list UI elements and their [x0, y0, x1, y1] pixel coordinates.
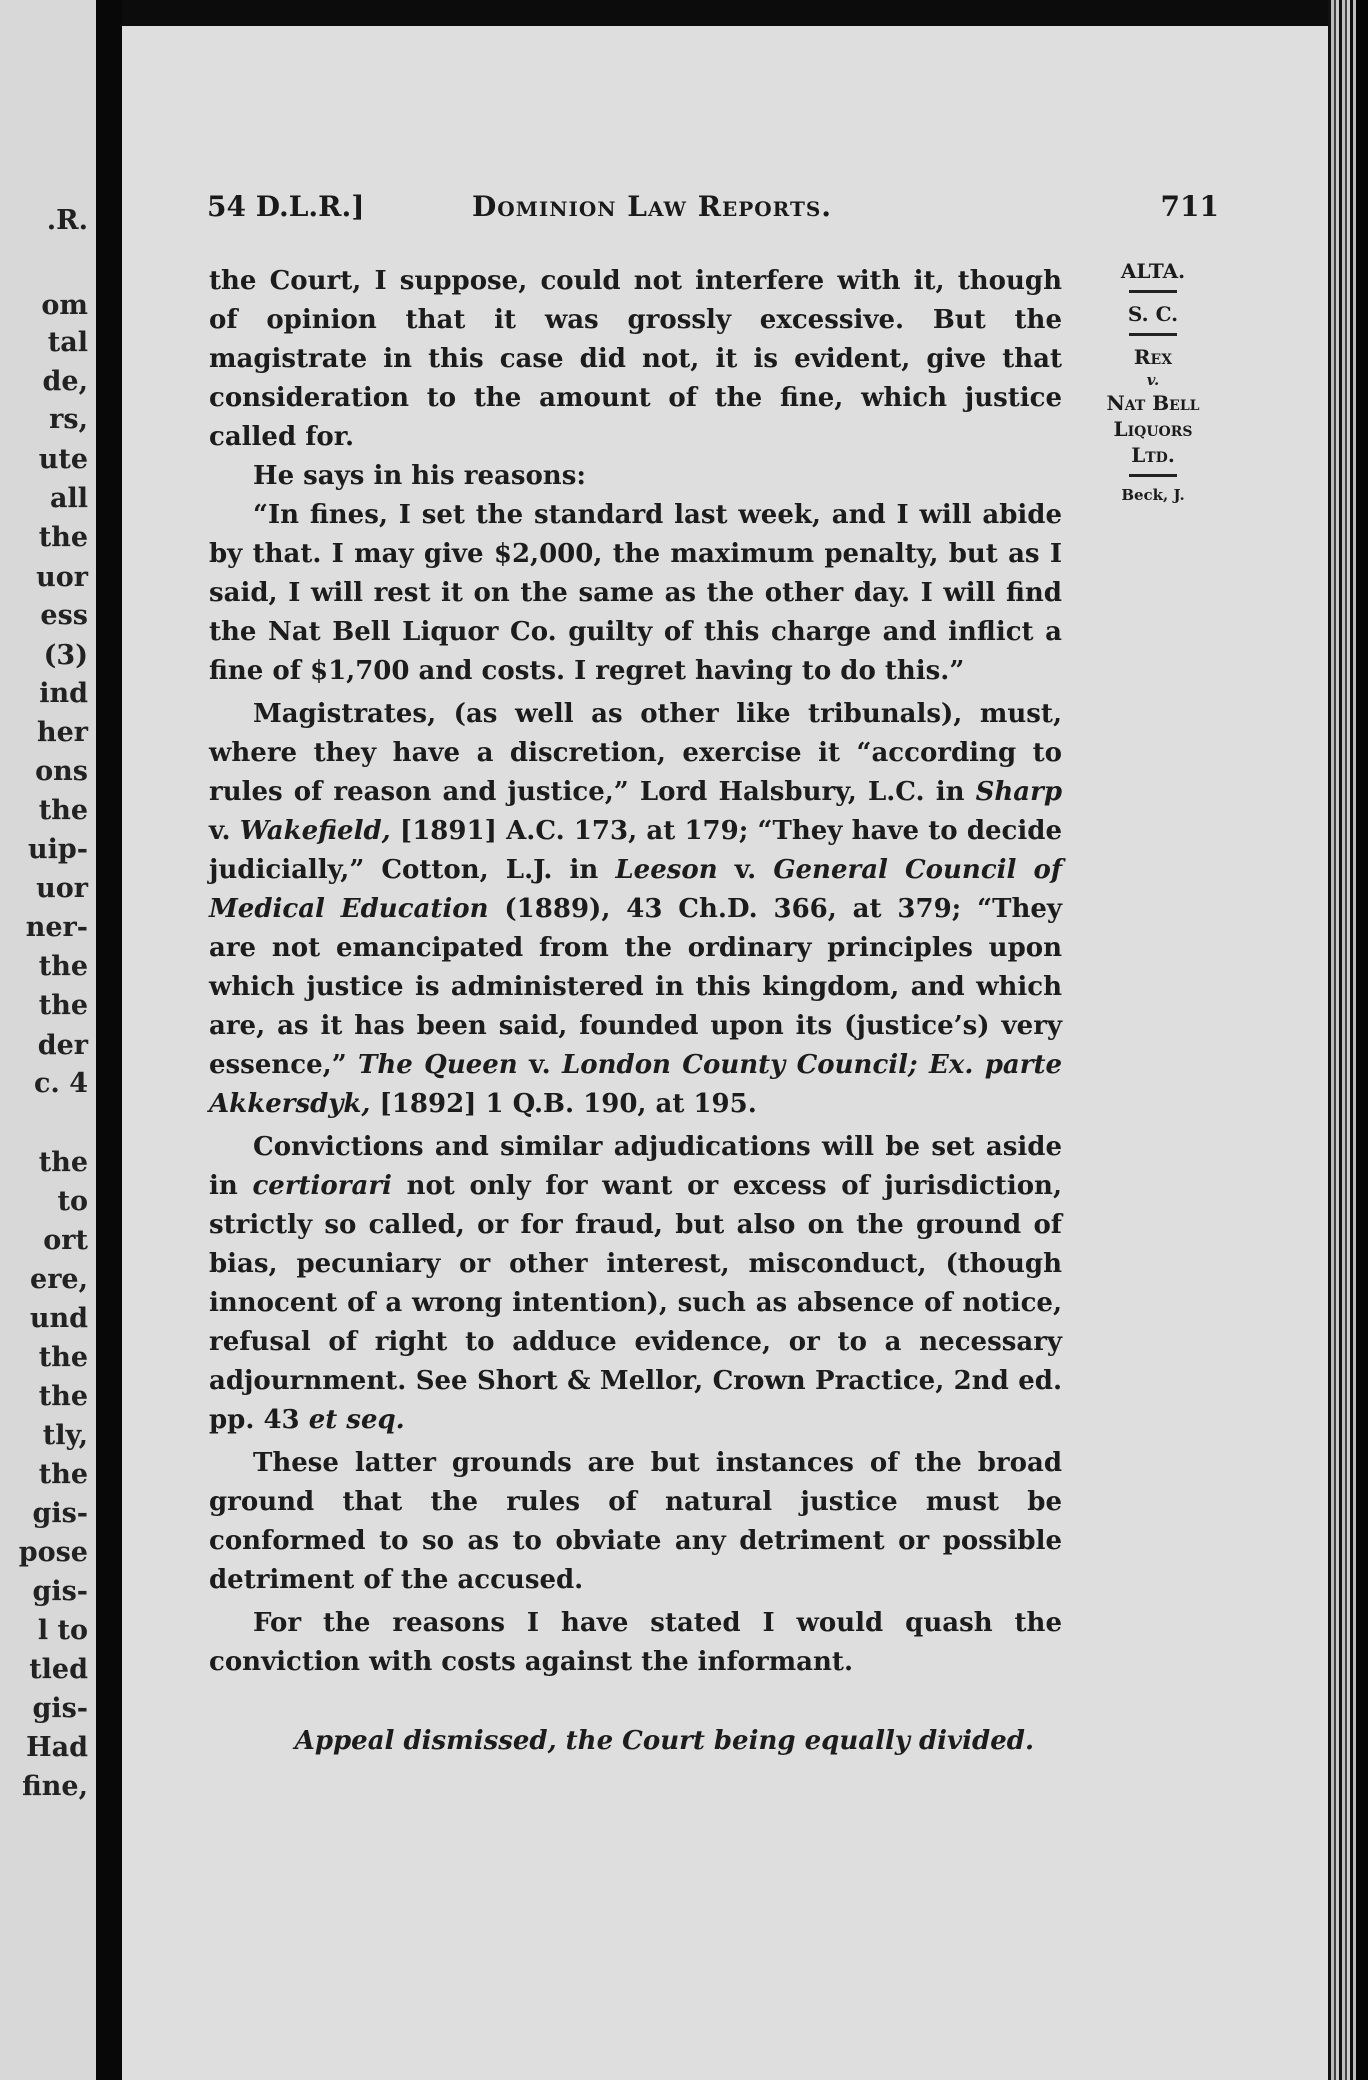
text-run: Magistrates, (as well as other like tribunals), must, where they have a discretion, exercise it “according to rules of reason and justice,” Lord Halsbury, L.C. in: [209, 699, 1062, 807]
previous-page-fragment: der: [37, 1030, 88, 1061]
text-run: not only for want or excess of jurisdiction, strictly so called, or for fraud, but also on the ground of bias, pecuniary or other interest, misconduct, (though innocent of a wrong intention), such as absence of notice, refusal of right to adduce evidence, or to a necessary adjournment. See Short & Mellor, Crown Practice, 2nd ed. pp. 43: [209, 1171, 1062, 1435]
margin-party-two-line3: Ltd.: [1131, 443, 1175, 467]
margin-versus: v.: [1146, 371, 1160, 389]
previous-page-fragment: gis-: [32, 1576, 88, 1607]
previous-page-fragment: to: [57, 1186, 88, 1217]
previous-page-fragment: the: [38, 990, 88, 1021]
previous-page-fragment: om: [41, 290, 88, 321]
paragraph: the Court, I suppose, could not interfere with it, though of opinion that it was grossly excessive. But the magistrate in this case did not, it is evident, give that consideration to the amount of the fine, which justice called for.: [209, 266, 1062, 452]
previous-page-fragment: ort: [43, 1225, 88, 1256]
paragraph: These latter grounds are but instances of the broad ground that the rules of natural justice must be conformed to so as to obviate any detriment or possible detriment of the accused.: [209, 1448, 1062, 1595]
margin-rule: [1129, 290, 1177, 293]
page-number: 711: [1160, 190, 1219, 223]
paragraph: He says in his reasons:: [253, 461, 586, 491]
text-run: v.: [209, 816, 240, 846]
previous-page-fragment: the: [38, 1147, 88, 1178]
previous-page-fragment: de,: [42, 366, 88, 397]
previous-page-fragment: pose: [18, 1537, 88, 1568]
book-gutter: [96, 0, 122, 2080]
body-text: [209, 262, 1062, 1761]
text-run: (1889), 43 Ch.D. 366, at 379; “They are not emancipated from the ordinary principles upon which justice is administered in this kingdom, and which are, as it has been said, founded upon its (justice’s) very essence,”: [209, 894, 1062, 1080]
previous-page-fragment: uip-: [28, 834, 88, 865]
previous-page-fragment: und: [29, 1303, 88, 1334]
latin-term: et seq.: [308, 1405, 405, 1435]
margin-rule: [1129, 333, 1177, 336]
page-stack-edge: [1328, 0, 1368, 2080]
margin-rule: [1129, 474, 1177, 477]
previous-page-fragment: tled: [29, 1654, 88, 1685]
margin-judge: Beck, J.: [1121, 486, 1185, 504]
paragraph: [209, 695, 1062, 1124]
margin-court: ALTA.: [1120, 259, 1186, 283]
previous-page-fragment: ner-: [25, 912, 88, 943]
previous-page-fragment: the: [38, 1342, 88, 1373]
case-party: Leeson: [615, 855, 718, 885]
previous-page-fragment: Had: [26, 1732, 88, 1763]
previous-page-edge: [0, 0, 96, 2080]
margin-note: [1090, 258, 1216, 505]
previous-page-fragment: gis-: [32, 1498, 88, 1529]
running-header: [207, 190, 1219, 230]
previous-page-fragment: tal: [47, 327, 88, 358]
text-run: Convictions and similar adjudications will be set aside in: [209, 1132, 1062, 1201]
margin-party-two-line2: Liquors: [1113, 417, 1193, 441]
text-run: [1891] A.C. 173, at 179; “They have to decide judicially,” Cotton, L.J. in: [209, 816, 1062, 885]
case-party: Sharp: [975, 777, 1062, 807]
previous-page-fragment: ind: [39, 678, 88, 709]
previous-page-fragment: uor: [36, 562, 88, 593]
case-party: The Queen: [358, 1050, 518, 1080]
text-run: v.: [517, 1050, 562, 1080]
previous-page-fragment: rs,: [49, 404, 88, 435]
quoted-paragraph: “In fines, I set the standard last week, and I will abide by that. I may give $2,000, the maximum penalty, but as I said, I will rest it on the same as the other day. I will find the Nat Bell Liquor Co. guilty of this charge and inflict a fine of $1,700 and costs. I regret having to do this.”: [209, 500, 1062, 686]
previous-page-fragment: ess: [40, 600, 88, 631]
previous-page-fragment: ere,: [30, 1264, 88, 1295]
previous-page-fragment: uor: [36, 873, 88, 904]
previous-page-fragment: .R.: [46, 205, 88, 236]
previous-page-fragment: gis-: [32, 1693, 88, 1724]
case-party: Wakefield,: [239, 816, 391, 846]
volume-reference: 54 D.L.R.]: [207, 190, 365, 223]
case-party: London County Council; Ex. parte Akkersdyk,: [209, 1050, 1062, 1119]
running-title: Dominion Law Reports.: [472, 190, 833, 223]
previous-page-fragment: the: [38, 795, 88, 826]
previous-page-fragment: fine,: [22, 1771, 88, 1802]
paragraph: [209, 1128, 1062, 1440]
previous-page-fragment: all: [49, 483, 88, 514]
margin-party-one: Rex: [1133, 345, 1173, 369]
previous-page-fragment: the: [38, 1381, 88, 1412]
previous-page-fragment: (3): [43, 640, 88, 671]
previous-page-fragment: c. 4: [33, 1068, 88, 1099]
previous-page-fragment: ute: [38, 444, 88, 475]
previous-page-fragment: ons: [35, 756, 88, 787]
closing-note: Appeal dismissed, the Court being equally divided.: [294, 1726, 1034, 1756]
paragraph: For the reasons I have stated I would quash the conviction with costs against the informant.: [209, 1608, 1062, 1677]
case-party: General Council of Medical Education: [209, 855, 1063, 924]
previous-page-fragment: the: [38, 522, 88, 553]
previous-page-fragment: the: [38, 1459, 88, 1490]
margin-division: S. C.: [1127, 302, 1179, 326]
previous-page-fragment: tly,: [42, 1420, 88, 1451]
latin-term: certiorari: [252, 1171, 392, 1201]
previous-page-fragment: l to: [37, 1615, 88, 1646]
margin-party-two-line1: Nat Bell: [1106, 391, 1200, 415]
text-run: [1892] 1 Q.B. 190, at 195.: [370, 1089, 757, 1119]
previous-page-fragment: the: [38, 951, 88, 982]
previous-page-fragment: her: [36, 717, 88, 748]
text-run: v.: [717, 855, 774, 885]
